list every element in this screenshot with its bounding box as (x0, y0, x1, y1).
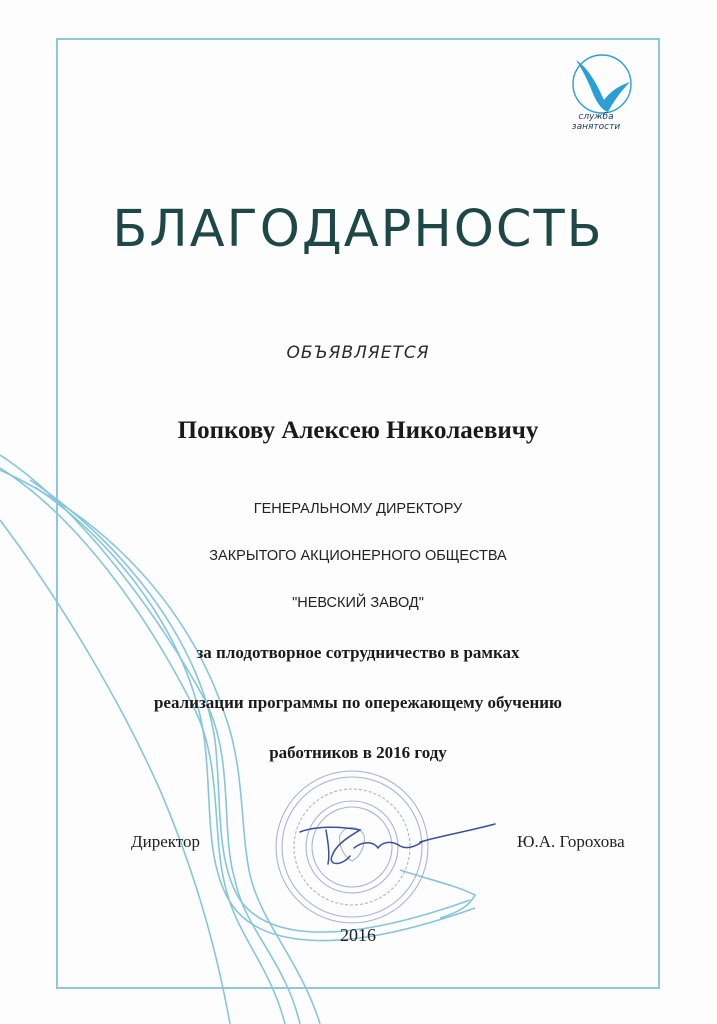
reason-line-2: реализации программы по опережающему обучению (153, 693, 563, 712)
position-line-2: ЗАКРЫТОГО АКЦИОНЕРНОГО ОБЩЕСТВА (209, 548, 507, 564)
handwritten-signature (270, 812, 500, 872)
recipient-name: Попкову Алексею Николаевичу (177, 417, 539, 444)
logo-line-2: занятости (571, 122, 621, 132)
certificate-year: 2016 (340, 925, 376, 945)
signatory-name: Ю.А. Горохова (517, 832, 625, 851)
reason-line-1: за плодотворное сотрудничество в рамках (196, 643, 520, 662)
certificate-subtitle: ОБЪЯВЛЯЕТСЯ (286, 343, 430, 363)
signatory-role: Директор (131, 832, 200, 851)
logo-line-1: служба (578, 112, 614, 122)
logo-caption (556, 112, 636, 132)
position-line-3: "НЕВСКИЙ ЗАВОД" (292, 595, 424, 611)
position-line-1: ГЕНЕРАЛЬНОМУ ДИРЕКТОРУ (253, 501, 463, 517)
certificate-title: БЛАГОДАРНОСТЬ (112, 200, 604, 259)
reason-line-3: работников в 2016 году (269, 743, 447, 762)
